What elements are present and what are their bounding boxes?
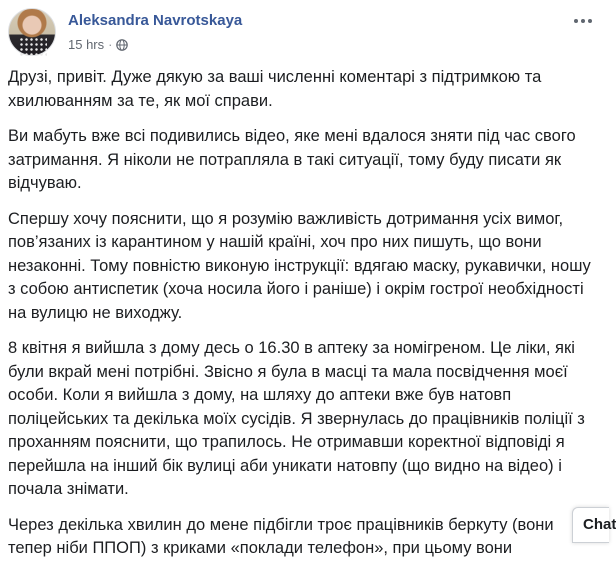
more-dot — [574, 19, 578, 23]
more-dot — [581, 19, 585, 23]
author-avatar[interactable] — [8, 8, 56, 56]
post-paragraph: Спершу хочу пояснити, що я розумію важливість дотримання усіх вимог, пов’язаних із карантином у нашій країні, хоч про них пишуть, що вони незаконні. Тому повністю виконую інструкції: вдягаю маску, рукавички, ношу з собою антиспетик (хоча носила його і раніше) і окрім гострої необхідності на вулицю не виходжу. — [8, 209, 591, 322]
post-paragraph: Через декілька хвилин до мене підбігли троє працівників беркуту (вони тепер ніби ППОП) з криками «поклади телефон», при цьому вони — [8, 515, 554, 557]
more-dot — [588, 19, 592, 23]
post-paragraph: Друзі, привіт. Дуже дякую за ваші численні коментарі з підтримкою та хвилюванням за те, як мої справи. — [8, 68, 542, 110]
post-timestamp[interactable]: 15 hrs — [68, 37, 105, 52]
post-meta — [68, 37, 128, 52]
post-header — [8, 8, 598, 64]
more-horizontal-icon[interactable] — [572, 14, 594, 28]
post-body — [8, 66, 600, 573]
avatar-pattern — [19, 37, 47, 57]
post-paragraph: Ви мабуть вже всі подивились відео, яке мені вдалося зняти під час свого затримання. Я ніколи не потрапляла в такі ситуації, тому буду писати як відчуваю. — [8, 127, 576, 192]
chat-tab-button[interactable]: Chat — [572, 507, 609, 543]
globe-icon[interactable] — [116, 39, 128, 51]
author-name-link[interactable]: Aleksandra Navrotskaya — [68, 12, 243, 29]
meta-separator: · — [108, 37, 113, 52]
post-paragraph: 8 квітня я вийшла з дому десь о 16.30 в аптеку за номігреном. Це ліки, які були вкрай мені потрібні. Звісно я була в масці та мала посвідчення моєї особи. Коли я вийшла з дому, на шляху до аптеки вже був натовп поліцейських та декілька моїх сусідів. Я звернулась до працівників поліції з проханням пояснити, що трапилось. Не отримавши коректної відповіді я перейшла на інший бік вулиці аби уникати натовпу (що видно на відео) і почала знімати. — [8, 339, 585, 498]
